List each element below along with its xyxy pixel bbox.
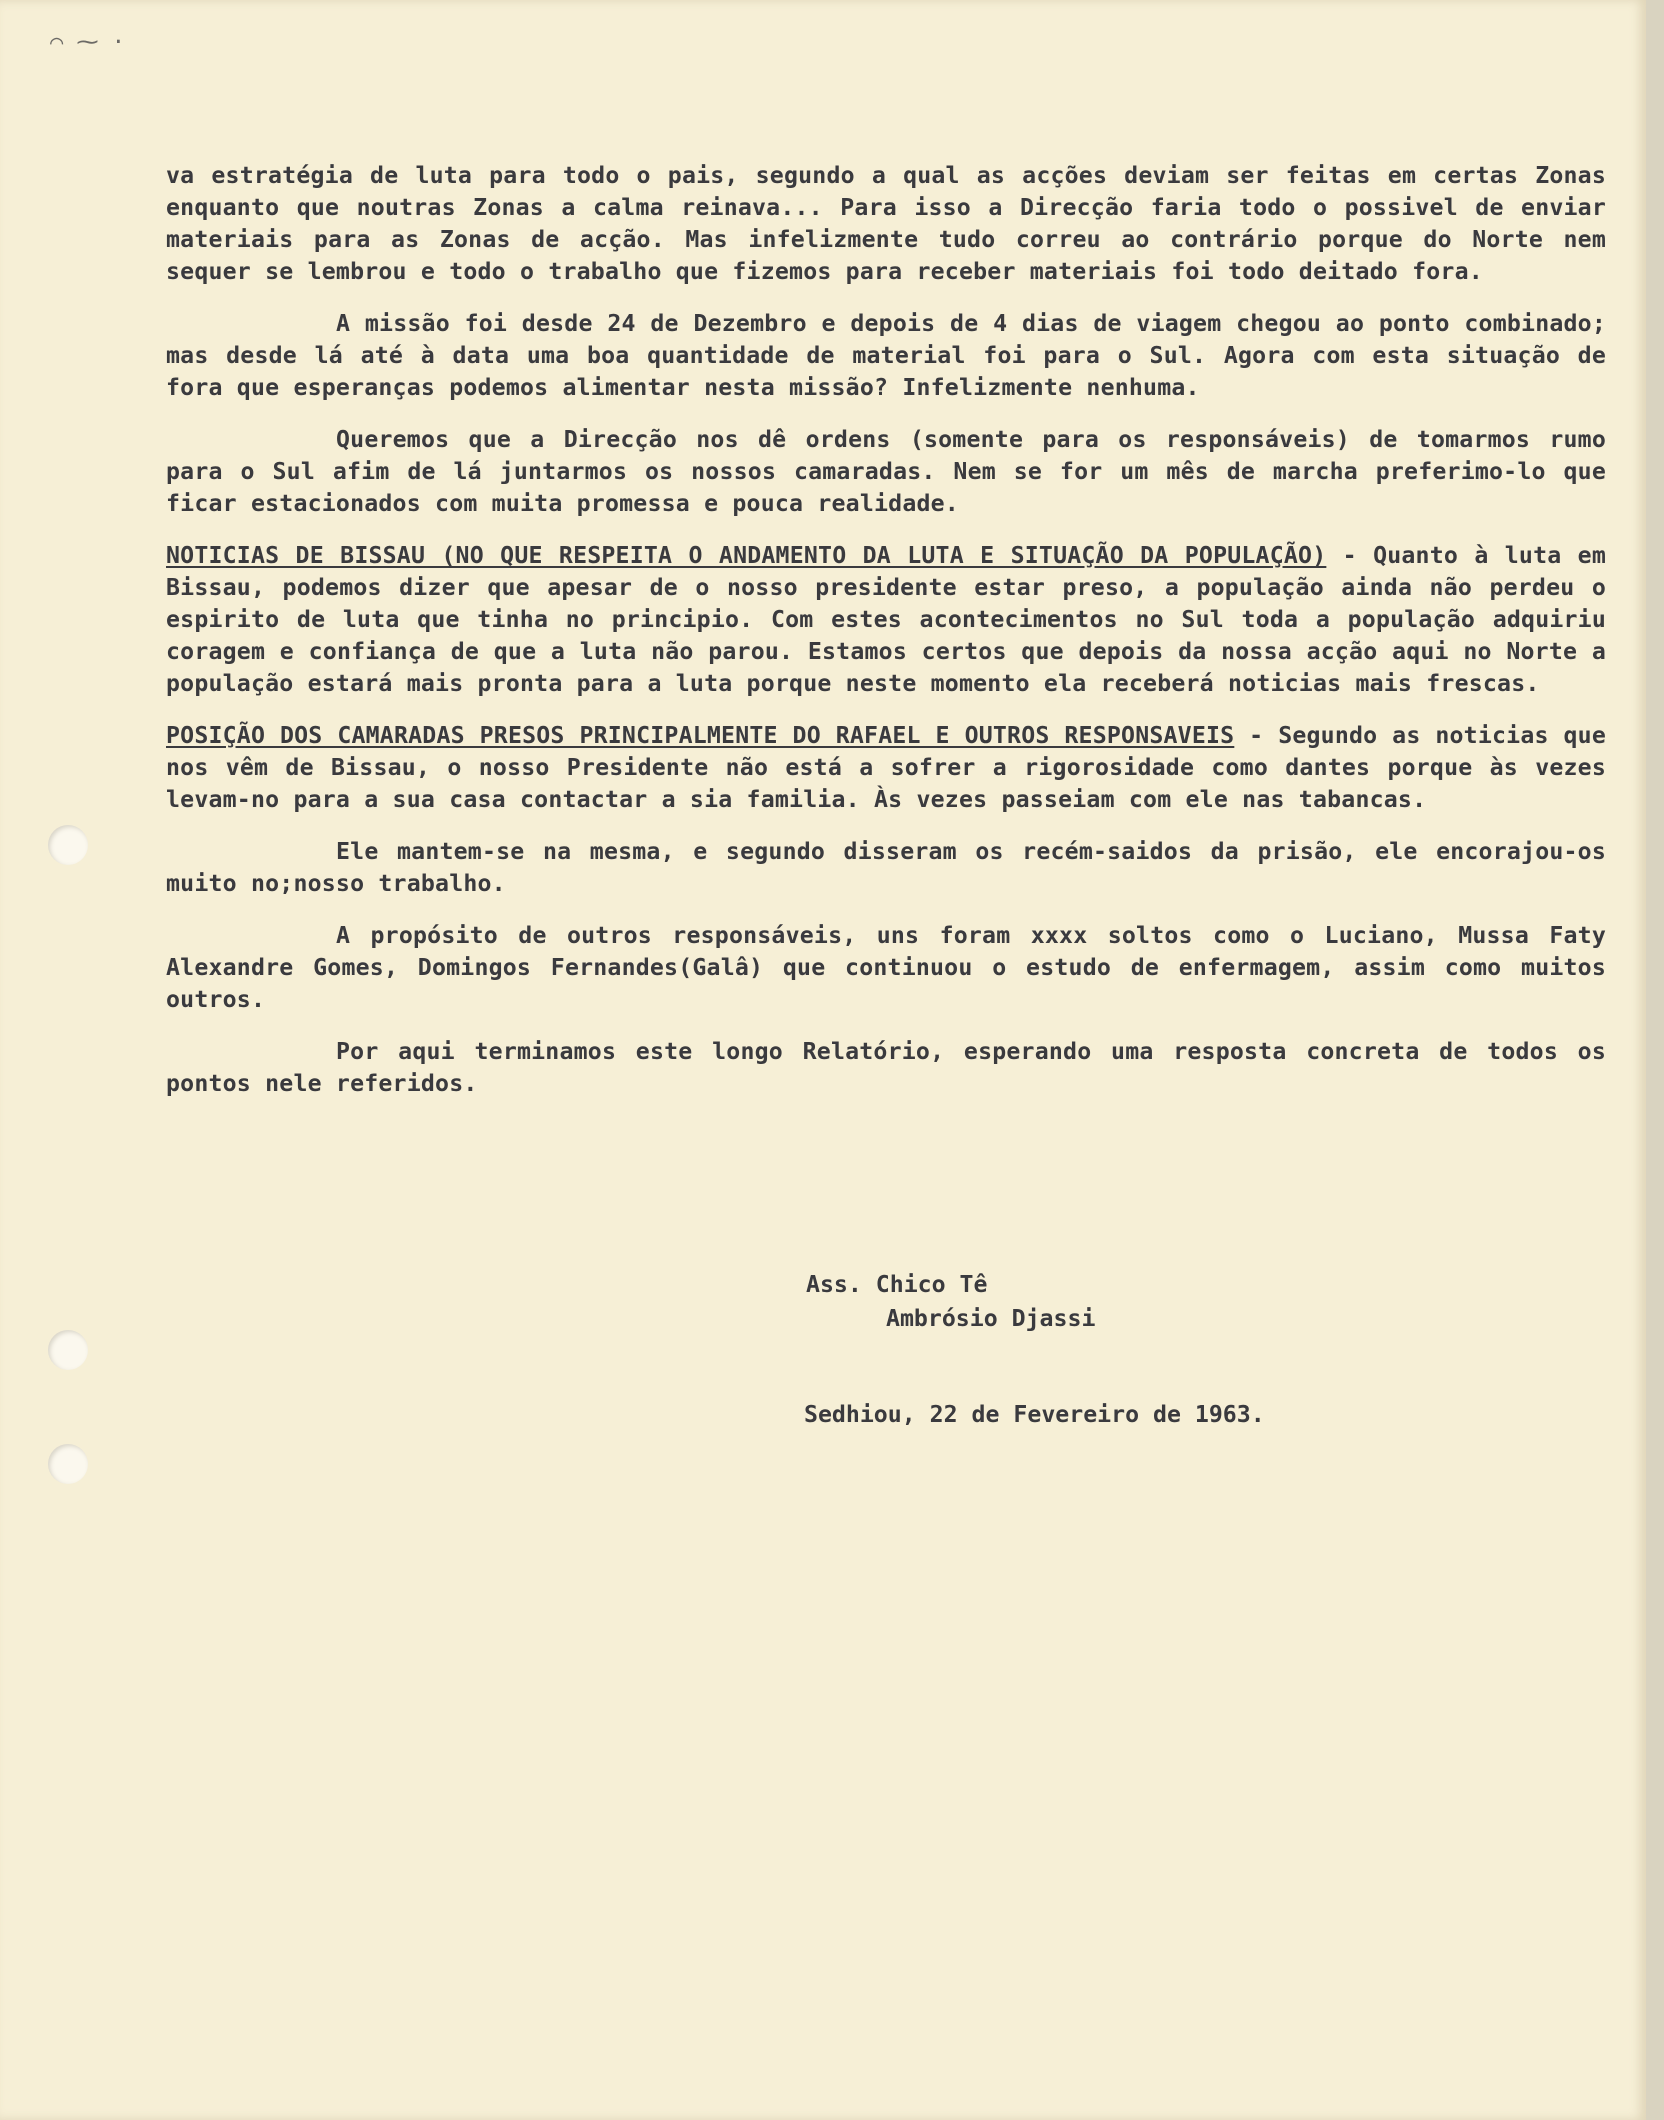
punch-hole xyxy=(48,1444,88,1484)
section-heading: POSIÇÃO DOS CAMARADAS PRESOS PRINCIPALMENTE DO RAFAEL E OUTROS RESPONSAVEIS xyxy=(166,722,1235,749)
paragraph-3: Queremos que a Direcção nos dê ordens (somente para os responsáveis) de tomarmos rumo para o Sul afim de lá juntarmos os nossos camaradas. Nem se for um mês de marcha preferimo-lo que ficar estacionados com muita promessa e pouca realidade. xyxy=(166,426,1606,517)
place-date: Sedhiou, 22 de Fevereiro de 1963. xyxy=(804,1401,1265,1428)
punch-hole xyxy=(48,1330,88,1370)
signature-line-1: Ass. Chico Tê xyxy=(806,1271,988,1298)
paragraph-6: Por aqui terminamos este longo Relatório, esperando uma resposta concreta de todos os pontos nele referidos. xyxy=(166,1038,1606,1097)
signature-line-2: Ambrósio Djassi xyxy=(886,1305,1096,1332)
paragraph-5: A propósito de outros responsáveis, uns foram xxxx soltos como o Luciano, Mussa Faty Alexandre Gomes, Domingos Fernandes(Galâ) que continuou o estudo de enfermagem, assim como muitos outros. xyxy=(166,922,1606,1013)
section-heading: NOTICIAS DE BISSAU (NO QUE RESPEITA O ANDAMENTO DA LUTA E SITUAÇÃO DA POPULAÇÃO) xyxy=(166,542,1327,569)
margin-marks: ⌒ ⁓ · xyxy=(50,30,125,55)
paragraph-4: Ele mantem-se na mesma, e segundo disseram os recém-saidos da prisão, ele encorajou-os muito no;nosso trabalho. xyxy=(166,838,1606,897)
section-body: - Segundo as noticias que nos vêm de Bissau, o nosso Presidente não está a sofrer a rigorosidade como dantes porque às vezes levam-no para a sua casa contactar a sia familia. Às vezes passeiam com ele nas tabancas. xyxy=(166,722,1606,813)
punch-hole xyxy=(48,825,88,865)
section-body: - Quanto à luta em Bissau, podemos dizer que apesar de o nosso presidente estar preso, a população ainda não perdeu o espirito de luta que tinha no principio. Com estes acontecimentos no Sul toda a população adquiriu coragem e confiança de que a luta não parou. Estamos certos que depois da nossa acção aqui no Norte a população estará mais pronta para a luta porque neste momento ela receberá noticias mais frescas. xyxy=(166,542,1606,697)
paragraph-1: va estratégia de luta para todo o pais, segundo a qual as acções deviam ser feitas em certas Zonas enquanto que noutras Zonas a calma reinava... Para isso a Direcção faria todo o possivel de enviar materiais para as Zonas de acção. Mas infelizmente tudo correu ao contrário porque do Norte nem sequer se lembrou e todo o trabalho que fizemos para receber materiais foi todo deitado fora. xyxy=(166,162,1606,285)
section-posicao xyxy=(166,720,1606,816)
paragraph-2: A missão foi desde 24 de Dezembro e depois de 4 dias de viagem chegou ao ponto combinado; mas desde lá até à data uma boa quantidade de material foi para o Sul. Agora com esta situação de fora que esperanças podemos alimentar nesta missão? Infelizmente nenhuma. xyxy=(166,310,1606,401)
section-noticias xyxy=(166,540,1606,700)
document-body xyxy=(166,160,1606,1100)
signature-block xyxy=(806,1268,1095,1336)
